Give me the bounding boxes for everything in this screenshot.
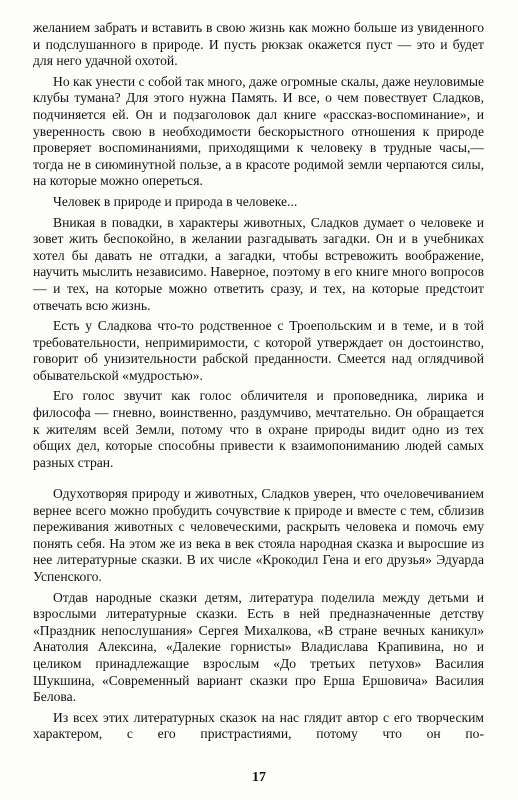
page-number: 17 (252, 770, 266, 785)
paragraph: Есть у Сладкова что-то родственное с Троепольским и в теме, и в той требовательности, непримиримости, с которой утверждает он достоинство, говорит об унизительности рабской преданности. Смеется над оглядчивой обывательской «мудростью». (33, 318, 484, 383)
paragraph: Но как унести с собой так много, даже огромные скалы, даже неуловимые клубы тумана? Для этого нужна Память. И все, о чем повествует Сладков, подчиняется ей. Он и подзаголовок дал книге «рассказ-воспоминание», и уверенность свою в необходимости бескорыстного отношения к природе проверяет воспоминаниями, приходящими к человеку в трудные часы,— тогда не в сиюминутной пользе, а в красоте родимой земли черпаются силы, на которые можно опереться. (33, 73, 484, 189)
text-block-top (33, 20, 484, 475)
paragraph: Из всех этих литературных сказок на нас глядит автор с его творческим характером, с его пристрастиями, потому что он по- (33, 709, 484, 742)
paragraph: Человек в природе и природа в человеке... (53, 193, 298, 209)
paragraph: желанием забрать и вставить в свою жизнь как можно больше из увиденного и подслушанного в природе. И пусть рюкзак окажется пуст — это и будет для него удачной охотой. (33, 20, 484, 69)
paragraph: Его голос звучит как голос обличителя и проповедника, лирика и философа — гневно, воинственно, раздумчиво, мечтательно. Он обращается к жителям всей Земли, потому что в охране природы видит одно из тех общих дел, которые способны привести к взаимопониманию людей самых разных стран. (33, 388, 484, 470)
paragraph: Одухотворяя природу и животных, Сладков уверен, что очеловечиванием вернее всего можно пробудить сочувствие к природе и вместе с тем, сблизив переживания животных с человеческими, раскрыть человека и помочь ему понять себя. На этом же из века в век стояла народная сказка и выросшие из нее литературные сказки. В их числе «Крокодил Гена и его друзья» Эдуарда Успенского. (33, 486, 484, 584)
text-block-bottom (33, 486, 484, 743)
paragraph: Отдав народные сказки детям, литература поделила между детьми и взрослыми литературные сказки. Есть в ней предназначенные детству «Праздник непослушания» Сергея Михалкова, «В стране вечных каникул» Анатолия Алексина, «Далекие горнисты» Владислава Крапивина, но и целиком принадлежащие взрослым «До третьих петухов» Василия Шукшина, «Современный вариант сказки про Ерша Ершовича» Василия Белова. (33, 589, 484, 705)
paragraph: Вникая в повадки, в характеры животных, Сладков думает о человеке и зовет жить беспокойно, в желании разгадывать загадки. Он и в учебниках хотел бы давать не отгадки, а загадки, чтобы встревожить воображение, научить мыслить независимо. Наверное, поэтому в его книге много вопросов — и тех, на которые можно ответить сразу, и тех, на которые предстоит отвечать всю жизнь. (33, 214, 484, 313)
